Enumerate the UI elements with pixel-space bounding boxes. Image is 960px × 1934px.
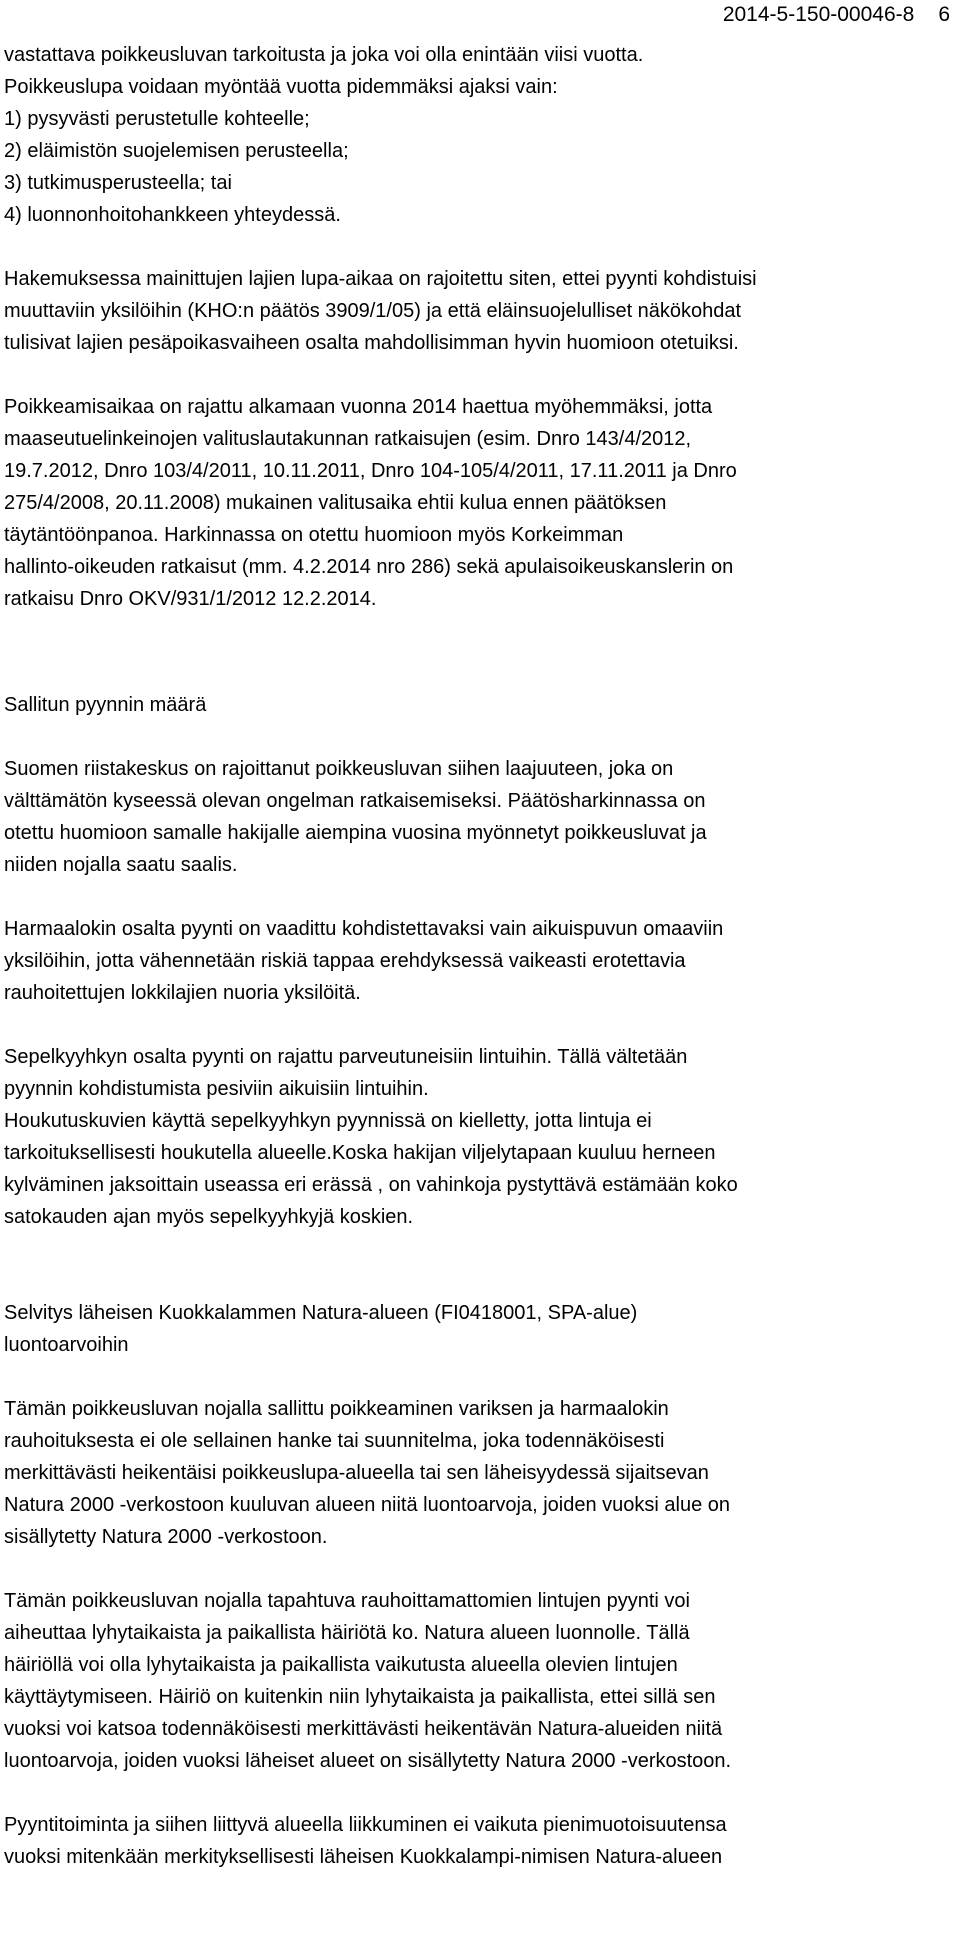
paragraph-gap [4, 1553, 952, 1585]
heading-line: Sallitun pyynnin määrä [4, 694, 207, 716]
paragraph-natura-1 [4, 1393, 952, 1553]
paragraph-gap [4, 1009, 952, 1041]
text-line: tarkoituksellisesti houkutella alueelle.Koska hakijan viljelytapaan kuuluu herneen [4, 1142, 716, 1164]
list-item: 1) pysyvästi perustetulle kohteelle; [4, 108, 310, 130]
heading-line: Selvitys läheisen Kuokkalammen Natura-alueen (FI0418001, SPA-alue) [4, 1302, 638, 1324]
paragraph-hooded-crow [4, 913, 952, 1009]
text-line: tulisivat lajien pesäpoikasvaiheen osalta mahdollisimman hyvin huomioon otetuiksi. [4, 332, 739, 354]
text-line: aiheuttaa lyhytaikaista ja paikallista häiriötä ko. Natura alueen luonnolle. Tällä [4, 1622, 690, 1644]
text-line: Pyyntitoiminta ja siihen liittyvä alueella liikkuminen ei vaikuta pienimuotoisuutensa [4, 1814, 727, 1836]
text-line: käyttäytymiseen. Häiriö on kuitenkin niin lyhytaikaista ja paikallista, ettei sillä sen [4, 1686, 716, 1708]
section-gap [4, 615, 952, 689]
paragraph-gap [4, 881, 952, 913]
text-line: vuoksi voi katsoa todennäköisesti merkittävästi heikentävän Natura-alueiden niitä [4, 1718, 723, 1740]
page-number: 6 [938, 3, 950, 26]
list-item: 3) tutkimusperusteella; tai [4, 172, 232, 194]
text-line: täytäntöönpanoa. Harkinnassa on otettu huomioon myös Korkeimman [4, 524, 624, 546]
document-body [4, 39, 952, 1873]
text-line: Houkutuskuvien käyttä sepelkyyhkyn pyynnissä on kielletty, jotta lintuja ei [4, 1110, 652, 1132]
section-heading-amount [4, 689, 952, 721]
text-line: otettu huomioon samalle hakijalle aiempina vuosina myönnetyt poikkeusluvat ja [4, 822, 707, 844]
paragraph-limitation [4, 263, 952, 359]
paragraph-exemption-period [4, 391, 952, 615]
text-line: välttämätön kyseessä olevan ongelman ratkaisemiseksi. Päätösharkinnassa on [4, 790, 706, 812]
text-line: 19.7.2012, Dnro 103/4/2011, 10.11.2011, Dnro 104-105/4/2011, 17.11.2011 ja Dnro [4, 460, 737, 482]
page-header [723, 2, 950, 28]
text-line: sisällytetty Natura 2000 -verkostoon. [4, 1526, 328, 1548]
heading-line: luontoarvoihin [4, 1334, 129, 1356]
paragraph-continuation [4, 39, 952, 231]
paragraph-gap [4, 1361, 952, 1393]
text-line: kylväminen jaksoittain useassa eri erässä , on vahinkoja pystyttävä estämään koko [4, 1174, 738, 1196]
text-line: Natura 2000 -verkostoon kuuluvan alueen niitä luontoarvoja, joiden vuoksi alue on [4, 1494, 731, 1516]
text-line: Suomen riistakeskus on rajoittanut poikkeusluvan siihen laajuuteen, joka on [4, 758, 674, 780]
text-line: Poikkeuslupa voidaan myöntää vuotta pidemmäksi ajaksi vain: [4, 76, 558, 98]
section-heading-natura [4, 1297, 952, 1361]
text-line: maaseutuelinkeinojen valituslautakunnan ratkaisujen (esim. Dnro 143/4/2012, [4, 428, 692, 450]
text-line: 275/4/2008, 20.11.2008) mukainen valitusaika ehtii kulua ennen päätöksen [4, 492, 667, 514]
text-line: muuttaviin yksilöihin (KHO:n päätös 3909/1/05) ja että eläinsuojelulliset näkökohdat [4, 300, 742, 322]
text-line: satokauden ajan myös sepelkyyhkyjä koskien. [4, 1206, 414, 1228]
text-line: luontoarvoja, joiden vuoksi läheiset alueet on sisällytetty Natura 2000 -verkostoon. [4, 1750, 732, 1772]
text-line: Hakemuksessa mainittujen lajien lupa-aikaa on rajoitettu siten, ettei pyynti kohdistuisi [4, 268, 757, 290]
paragraph-gap [4, 359, 952, 391]
text-line: häiriöllä voi olla lyhytaikaista ja paikallista vaikutusta alueella olevien lintujen [4, 1654, 678, 1676]
list-item: 2) eläimistön suojelemisen perusteella; [4, 140, 349, 162]
text-line: niiden nojalla saatu saalis. [4, 854, 238, 876]
document-id: 2014-5-150-00046-8 [722, 3, 915, 26]
text-line: ratkaisu Dnro OKV/931/1/2012 12.2.2014. [4, 588, 377, 610]
text-line: Tämän poikkeusluvan nojalla tapahtuva rauhoittamattomien lintujen pyynti voi [4, 1590, 690, 1612]
text-line: rauhoituksesta ei ole sellainen hanke tai suunnitelma, joka todennäköisesti [4, 1430, 665, 1452]
paragraph-woodpigeon [4, 1041, 952, 1233]
list-item: 4) luonnonhoitohankkeen yhteydessä. [4, 204, 341, 226]
text-line: yksilöihin, jotta vähennetään riskiä tappaa erehdyksessä vaikeasti erotettavia [4, 950, 686, 972]
text-line: Harmaalokin osalta pyynti on vaadittu kohdistettavaksi vain aikuispuvun omaaviin [4, 918, 724, 940]
paragraph-amount-limit [4, 753, 952, 881]
paragraph-gap [4, 1777, 952, 1809]
text-line: Poikkeamisaikaa on rajattu alkamaan vuonna 2014 haettua myöhemmäksi, jotta [4, 396, 713, 418]
text-line: vastattava poikkeusluvan tarkoitusta ja joka voi olla enintään viisi vuotta. [4, 44, 644, 66]
text-line: Tämän poikkeusluvan nojalla sallittu poikkeaminen variksen ja harmaalokin [4, 1398, 669, 1420]
text-line: hallinto-oikeuden ratkaisut (mm. 4.2.2014 nro 286) sekä apulaisoikeuskanslerin on [4, 556, 734, 578]
text-line: rauhoitettujen lokkilajien nuoria yksilöitä. [4, 982, 361, 1004]
text-line: pyynnin kohdistumista pesiviin aikuisiin lintuihin. [4, 1078, 429, 1100]
paragraph-gap [4, 231, 952, 263]
section-gap [4, 1233, 952, 1297]
text-line: vuoksi mitenkään merkityksellisesti läheisen Kuokkalampi-nimisen Natura-alueen [4, 1846, 723, 1868]
paragraph-natura-2 [4, 1585, 952, 1777]
paragraph-gap [4, 721, 952, 753]
paragraph-natura-3 [4, 1809, 952, 1873]
text-line: merkittävästi heikentäisi poikkeuslupa-alueella tai sen läheisyydessä sijaitsevan [4, 1462, 709, 1484]
text-line: Sepelkyyhkyn osalta pyynti on rajattu parveutuneisiin lintuihin. Tällä vältetään [4, 1046, 688, 1068]
